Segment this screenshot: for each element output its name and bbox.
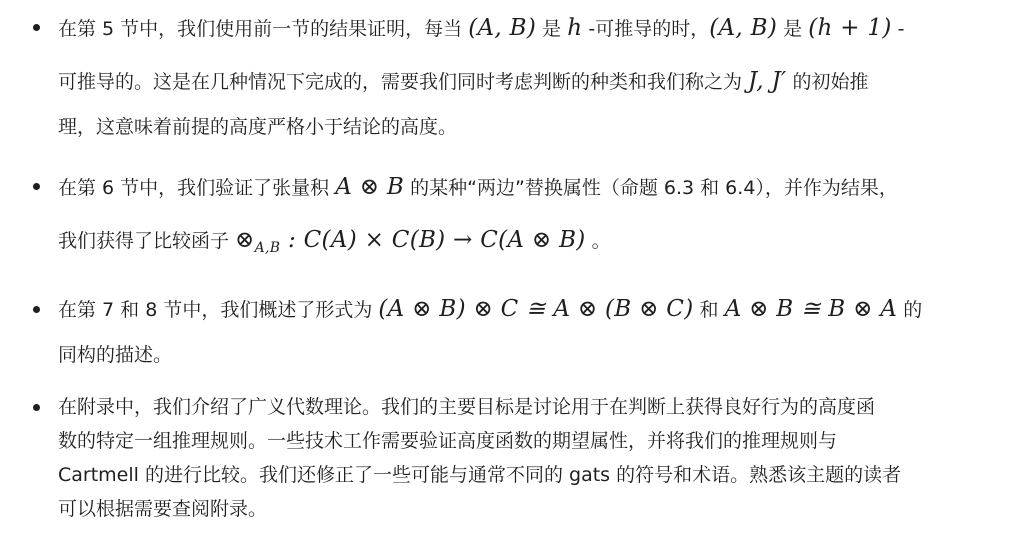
- list-item-line: [58, 227, 611, 256]
- text-run: 。: [585, 230, 611, 252]
- text-run: 可推导的。这是在几种情况下完成的，需要我们同时考虑判断的种类和我们称之为: [58, 71, 749, 93]
- math-expression: (h + 1): [808, 15, 892, 41]
- text-run: 是: [536, 18, 568, 40]
- bullet-icon: [33, 183, 40, 190]
- list-item-line: [58, 296, 922, 322]
- list-item-line: [58, 462, 901, 488]
- math-subscript: A,B: [254, 240, 281, 256]
- math-expression: A ⊗ B: [335, 174, 405, 200]
- text-run: 同构的描述。: [58, 344, 173, 366]
- text-run: 可以根据需要查阅附录。: [58, 498, 268, 520]
- text-run: -可推导的时，: [582, 18, 710, 40]
- list-item-line: [58, 114, 457, 140]
- math-expression: J, J′: [748, 68, 787, 94]
- list-item-line: [58, 174, 898, 200]
- bullet-icon: [33, 404, 40, 411]
- bullet-icon: [33, 306, 40, 313]
- math-expression: (A, B): [709, 15, 778, 41]
- text-run: 的初始推: [786, 71, 869, 93]
- math-expression: ⊗: [235, 227, 255, 253]
- list-item-line: [58, 496, 267, 522]
- text-run: 理，这意味着前提的高度严格小于结论的高度。: [58, 116, 458, 138]
- math-expression: (A ⊗ B) ⊗ C ≅ A ⊗ (B ⊗ C): [378, 296, 694, 322]
- text-run: -: [891, 18, 905, 40]
- text-run: 的某种“两边”替换属性（命题 6.3 和 6.4），并作为结果，: [404, 177, 898, 199]
- list-item-line: [58, 68, 869, 94]
- list-item-line: [58, 342, 172, 368]
- text-run: 在附录中，我们介绍了广义代数理论。我们的主要目标是讨论用于在判断上获得良好行为的高度函: [58, 396, 876, 418]
- text-run: 是: [777, 18, 809, 40]
- math-expression: (A, B): [468, 15, 537, 41]
- bullet-icon: [33, 24, 40, 31]
- text-run: Cartmell 的进行比较。我们还修正了一些可能与通常不同的 gats 的符号和术语。熟悉该主题的读者: [58, 464, 902, 486]
- text-run: 我们获得了比较函子: [58, 230, 236, 252]
- list-item-line: [58, 428, 837, 454]
- text-run: 在第 7 和 8 节中，我们概述了形式为: [58, 299, 379, 321]
- text-run: 和: [693, 299, 725, 321]
- text-run: 在第 5 节中，我们使用前一节的结果证明，每当: [58, 18, 469, 40]
- math-expression: A ⊗ B ≅ B ⊗ A: [724, 296, 898, 322]
- text-run: 的: [897, 299, 923, 321]
- list-item-line: [58, 394, 875, 420]
- list-item-line: [58, 15, 905, 41]
- math-expression: : C(A) × C(B) → C(A ⊗ B): [280, 227, 586, 253]
- math-expression: h: [567, 15, 583, 41]
- text-run: 数的特定一组推理规则。一些技术工作需要验证高度函数的期望属性，并将我们的推理规则与: [58, 430, 838, 452]
- text-run: 在第 6 节中，我们验证了张量积: [58, 177, 336, 199]
